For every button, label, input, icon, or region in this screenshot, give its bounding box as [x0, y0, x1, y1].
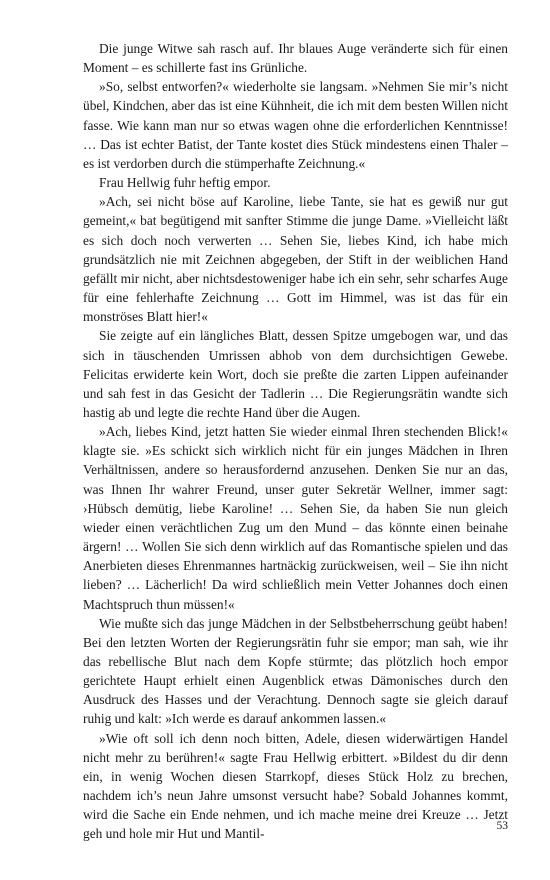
paragraph: Sie zeigte auf ein längliches Blatt, dessen Spitze umgebogen war, und das sich in täuschenden Umrissen abhob von dem durchsichtigen Gewebe. Felicitas erwiderte kein Wort, doch sie preßte die zarten Lippen aufeinander und sah fest in das Gesicht der Tadlerin … Die Regierungsrätin wandte sich hastig ab und legte die rechte Hand über die Augen.: [83, 328, 508, 420]
paragraph: Wie mußte sich das junge Mädchen in der Selbstbeherrschung geübt haben! Bei den letzten Worten der Regierungsrätin fuhr sie empor; man sah, wie ihr das rebellische Blut nach dem Kopfe stürmte; das plötzlich hoch empor gerichtete Haupt erhielt einen Augenblick etwas Dämonisches durch den Ausdruck des Hasses und der Verachtung. Dennoch sagte sie gleich darauf ruhig und kalt: »Ich werde es darauf ankommen lassen.«: [83, 615, 508, 727]
paragraph: »Ach, sei nicht böse auf Karoline, liebe Tante, sie hat es gewiß nur gut gemeint,« bat begütigend mit sanfter Stimme die junge Dame. »Vielleicht läßt es sich doch noch verwerten … Sehen Sie, liebes Kind, ich habe mich grundsätzlich nie mit Zeichnen abgegeben, der Stift in der weiblichen Hand gefällt mir nicht, aber nichtsdestoweniger habe ich ein sehr, sehr scharfes Auge für eine fehlerhafte Zeichnung … Gott im Himmel, was ist das für ein monströses Blatt hier!«: [83, 194, 508, 325]
paragraph: Frau Hellwig fuhr heftig empor.: [99, 175, 271, 191]
body-text: [83, 39, 508, 844]
paragraph: Die junge Witwe sah rasch auf. Ihr blaues Auge veränderte sich für einen Moment – es schillerte fast ins Grünliche.: [83, 41, 508, 76]
paragraph: »So, selbst entworfen?« wiederholte sie langsam. »Nehmen Sie mir’s nicht übel, Kindchen, aber das ist eine Kühnheit, die ich mit dem besten Willen nicht fasse. Wie kann man nur so etwas wagen ohne die erforderlichen Kenntnisse! … Das ist echter Batist, der Tante kostet dies Stück mindestens einen Thaler – es ist verdorben durch die stümperhafte Zeichnung.«: [83, 79, 508, 171]
paragraph: »Ach, liebes Kind, jetzt hatten Sie wieder einmal Ihren stechenden Blick!« klagte sie. »Es schickt sich wirklich nicht für ein junges Mädchen in Ihren Verhältnissen, andere so herausfordernd anzusehen. Denken Sie nur an das, was Ihnen Ihr wahrer Freund, unser guter Sekretär Wellner, immer sagt: ›Hübsch demütig, liebe Karoline! … Sehen Sie, da haben Sie nun gleich wieder einen verächtlichen Zug um den Mund – das könnte einen beinahe ärgern! … Wollen Sie sich denn wirklich auf das Romantische spielen und das Anerbieten dieses Ehrenmannes hartnäckig zurückweisen, weil – Sie ihn nicht lieben? … Lächerlich! Da wird schließlich mein Vetter Johannes doch einen Machtspruch thun müssen!«: [83, 424, 508, 612]
page-number: 53: [496, 820, 508, 832]
paragraph: »Wie oft soll ich denn noch bitten, Adele, diesen widerwärtigen Handel nicht mehr zu berühren!« sagte Frau Hellwig erbittert. »Bildest du dir denn ein, in wenig Wochen diesen Starrkopf, dieses Stück Holz zu brechen, nachdem ich’s neun Jahre umsonst versucht habe? Sobald Johannes kommt, wird die Sache ein Ende nehmen, und ich mache meine drei Kreuze … Jetzt geh und hole mir Hut und Mantil-: [83, 730, 508, 842]
